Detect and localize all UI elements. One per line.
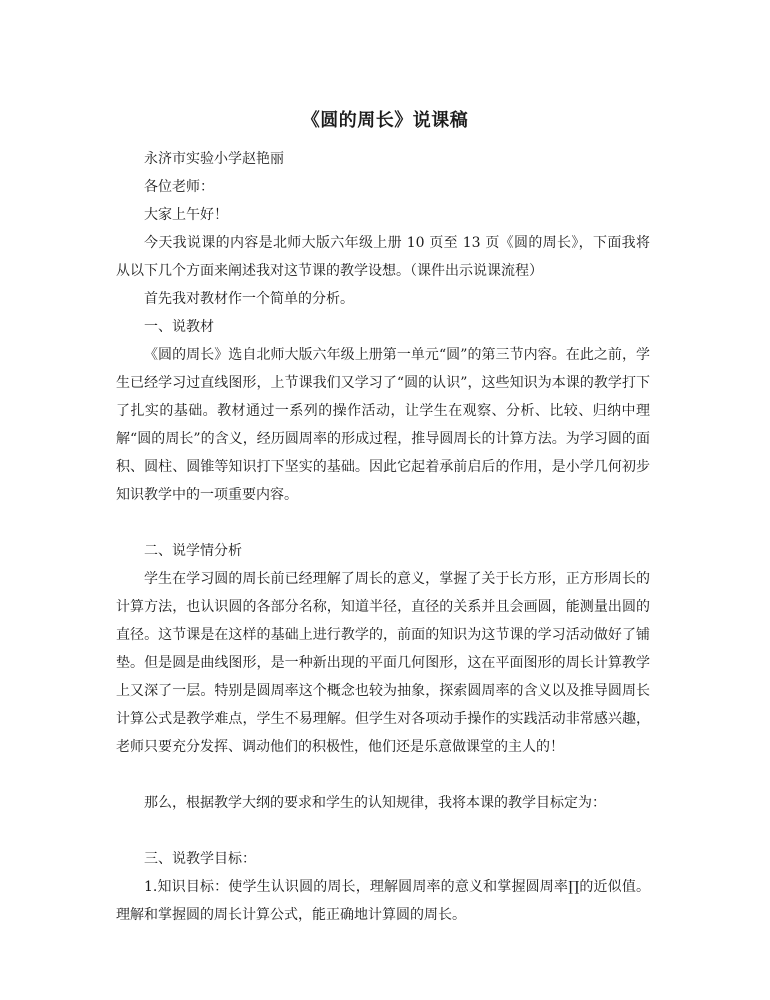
section-heading-objectives: 三、说教学目标： (144, 851, 256, 867)
author-line: 永济市实验小学赵艳丽 (144, 151, 284, 167)
textbook-paragraph: 《圆的周长》选自北师大版六年级上册第一单元“圆”的第三节内容。在此之前，学生已经学习过直线图形，上节课我们又学习了“圆的认识”，这些知识为本课的教学打下了扎实的基础。教材通过一系列的操作活动，让学生在观察、分析、比较、归纳中理解“圆的周长”的含义，经历圆周率的形成过程，推导圆周长的计算方法。为学习圆的面积、圆柱、圆锥等知识打下坚实的基础。因此它起着承前启后的作用，是小学几何初步知识教学中的一项重要内容。 (116, 347, 650, 503)
section-heading-learners: 二、说学情分析 (144, 543, 242, 559)
analysis-intro: 首先我对教材作一个简单的分析。 (144, 291, 354, 307)
greeting: 大家上午好！ (144, 207, 228, 223)
objectives-intro: 那么，根据教学大纲的要求和学生的认知规律，我将本课的教学目标定为： (144, 795, 606, 811)
knowledge-objective: 1.知识目标：使学生认识圆的周长，理解圆周率的意义和掌握圆周率∏的近似值。理解和掌握圆的周长计算公式，能正确地计算圆的周长。 (116, 879, 650, 923)
intro-paragraph: 今天我说课的内容是北师大版六年级上册 10 页至 13 页《圆的周长》，下面我将从以下几个方面来阐述我对这节课的教学设想。（课件出示说课流程） (116, 235, 650, 279)
learners-paragraph: 学生在学习圆的周长前已经理解了周长的意义，掌握了关于长方形，正方形周长的计算方法，也认识圆的各部分名称，知道半径，直径的关系并且会画圆，能测量出圆的直径。这节课是在这样的基础上进行教学的，前面的知识为这节课的学习活动做好了铺垫。但是圆是曲线图形，是一种新出现的平面几何图形，这在平面图形的周长计算教学上又深了一层。特别是圆周率这个概念也较为抽象，探索圆周率的含义以及推导圆周长计算公式是教学难点，学生不易理解。但学生对各项动手操作的实践活动非常感兴趣，老师只要充分发挥、调动他们的积极性，他们还是乐意做课堂的主人的！ (116, 571, 650, 755)
section-heading-textbook: 一、说教材 (144, 319, 214, 335)
salutation: 各位老师： (144, 179, 214, 195)
document-title: 《圆的周长》说课稿 (301, 110, 469, 131)
